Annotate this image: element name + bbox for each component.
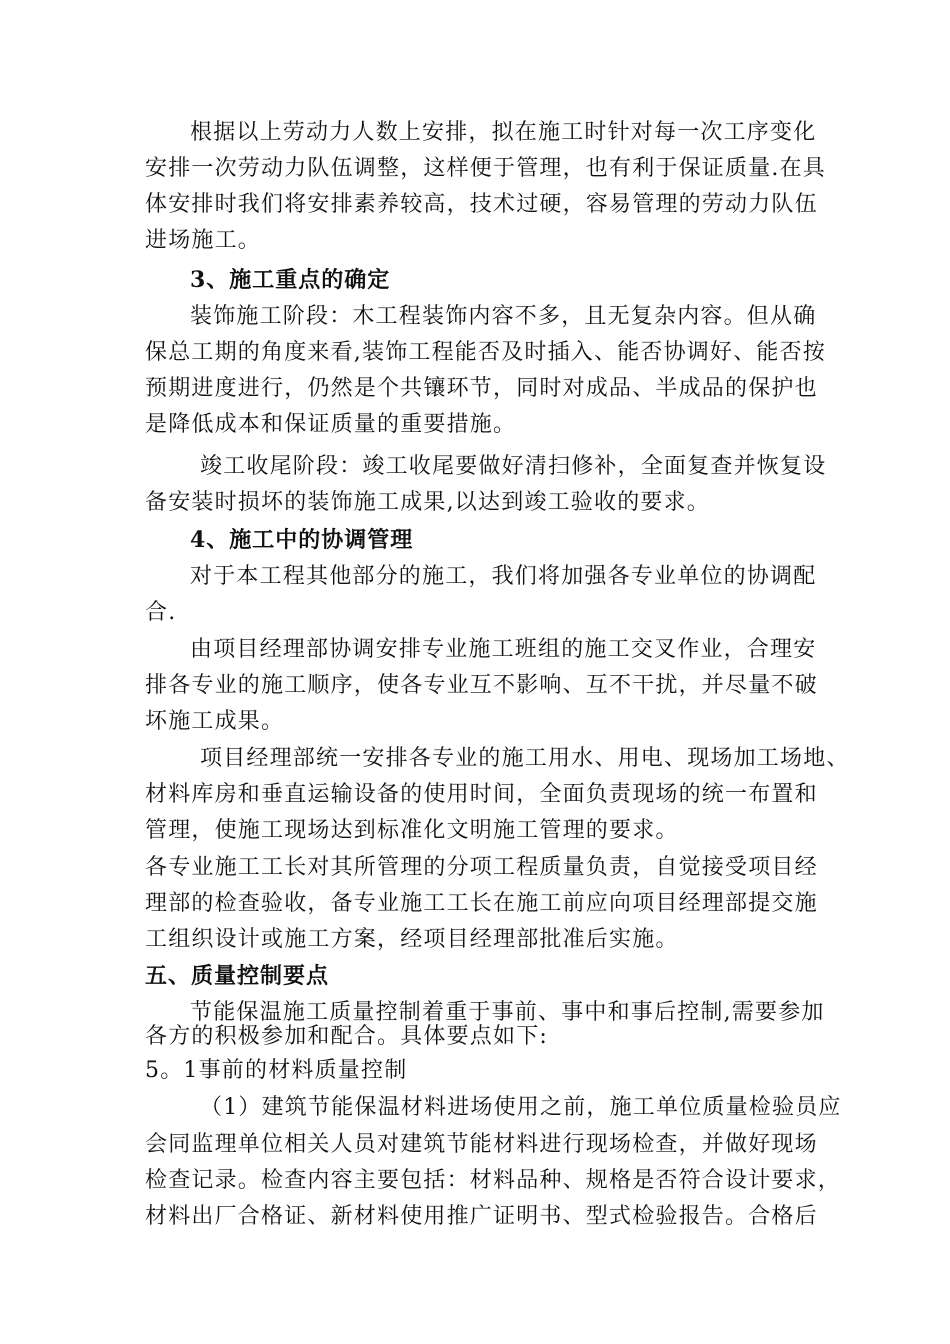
subsection-heading: 5。1事前的材料质量控制	[145, 1058, 408, 1083]
body-text-line: 排各专业的施工顺序，使各专业互不影响、互不干扰，并尽量不破	[145, 673, 818, 698]
body-text-line: 工组织设计或施工方案，经项目经理部批准后实施。	[145, 927, 679, 952]
body-text-line: 管理，使施工现场达到标准化文明施工管理的要求。	[145, 818, 679, 843]
body-text-line: 各专业施工工长对其所管理的分项工程质量负责，自觉接受项目经	[145, 855, 818, 880]
body-text-line: （1）建筑节能保温材料进场使用之前，施工单位质量检验员应	[200, 1095, 842, 1120]
body-text-line: 装饰施工阶段：木工程装饰内容不多，且无复杂内容。但从确	[190, 304, 817, 329]
body-text-line: 体安排时我们将安排素养较高，技术过硬，容易管理的劳动力队伍	[145, 192, 818, 217]
body-text-line: 竣工收尾阶段：竣工收尾要做好清扫修补，全面复查并恢复设	[200, 454, 827, 479]
body-text-line: 会同监理单位相关人员对建筑节能材料进行现场检查，并做好现场	[145, 1132, 818, 1157]
body-text-line: 对于本工程其他部分的施工，我们将加强各专业单位的协调配	[190, 564, 817, 589]
body-text-line: 根据以上劳动力人数上安排，拟在施工时针对每一次工序变化	[190, 120, 817, 145]
body-text-line: 节能保温施工质量控制着重于事前、事中和事后控制,需要参加	[190, 1000, 825, 1025]
section-heading: 五、质量控制要点	[145, 963, 330, 989]
section-heading: 4、施工中的协调管理	[190, 527, 414, 553]
body-text-line: 材料库房和垂直运输设备的使用时间，全面负责现场的统一布置和	[145, 782, 818, 807]
body-text-line: 材料出厂合格证、新材料使用推广证明书、型式检验报告。合格后	[145, 1204, 818, 1229]
body-text-line: 进场施工。	[145, 228, 262, 253]
body-text-line: 备安装时损坏的装饰施工成果,以达到竣工验收的要求。	[145, 490, 710, 515]
body-text-line: 预期进度进行，仍然是个共镶环节，同时对成品、半成品的保护也	[145, 376, 818, 401]
body-text-line: 由项目经理部协调安排专业施工班组的施工交叉作业，合理安	[190, 637, 817, 662]
body-text-line: 项目经理部统一安排各专业的施工用水、用电、现场加工场地、	[200, 746, 850, 771]
section-heading: 3、施工重点的确定	[190, 267, 391, 293]
body-text-line: 坏施工成果。	[145, 709, 285, 734]
body-text-line: 是降低成本和保证质量的重要措施。	[145, 412, 517, 437]
body-text-line: 各方的积极参加和配合。具体要点如下:	[145, 1024, 549, 1049]
body-text-line: 保总工期的角度来看,装饰工程能否及时插入、能否协调好、能否按	[145, 340, 826, 365]
body-text-line: 合.	[145, 600, 177, 625]
body-text-line: 安排一次劳动力队伍调整，这样便于管理，也有利于保证质量.在具	[145, 156, 826, 181]
body-text-line: 理部的检查验收，备专业施工工长在施工前应向项目经理部提交施	[145, 891, 818, 916]
body-text-line: 检查记录。检查内容主要包括：材料品种、规格是否符合设计要求，	[145, 1168, 842, 1193]
